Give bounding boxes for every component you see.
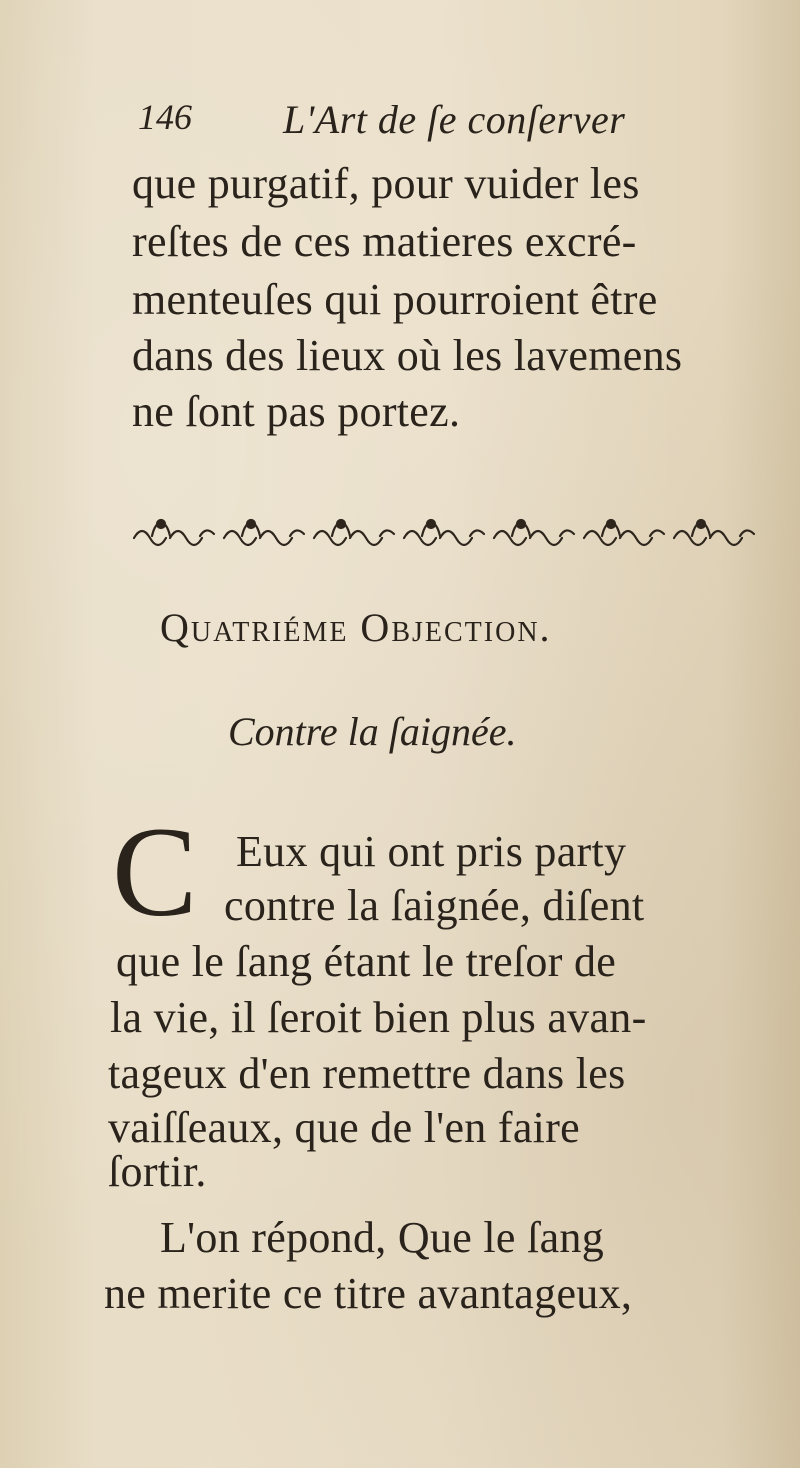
text-line: ne merite ce titre avantageux,	[104, 1269, 633, 1318]
ornament-band-icon	[130, 510, 762, 552]
text-line: que purgatif, pour vuider les	[132, 159, 640, 208]
text-line: ſortir.	[108, 1147, 207, 1196]
text-line: contre la ſaignée, diſent	[224, 881, 645, 930]
text-line: Eux qui ont pris party	[236, 827, 627, 876]
text-line: la vie, il ſeroit bien plus avan-	[110, 993, 647, 1042]
section-subheading: Contre la ſaignée.	[228, 709, 517, 754]
text-line: que le ſang étant le treſor de	[116, 937, 617, 986]
page-number: 146	[138, 97, 192, 137]
section-heading: Quatriéme Objection.	[160, 605, 552, 650]
text-line: reſtes de ces matieres excré-	[132, 217, 637, 266]
text-line: tageux d'en remettre dans les	[108, 1049, 626, 1098]
text-line: menteuſes qui pourroient être	[132, 275, 658, 324]
drop-cap: C	[112, 801, 198, 943]
text-line: L'on répond, Que le ſang	[160, 1213, 604, 1262]
text-line: vaiſſeaux, que de l'en faire	[108, 1103, 580, 1152]
text-line: dans des lieux où les lavemens	[132, 331, 683, 380]
running-title: L'Art de ſe conſerver	[283, 97, 626, 142]
text-line: ne ſont pas portez.	[132, 387, 461, 436]
running-head	[138, 96, 758, 146]
